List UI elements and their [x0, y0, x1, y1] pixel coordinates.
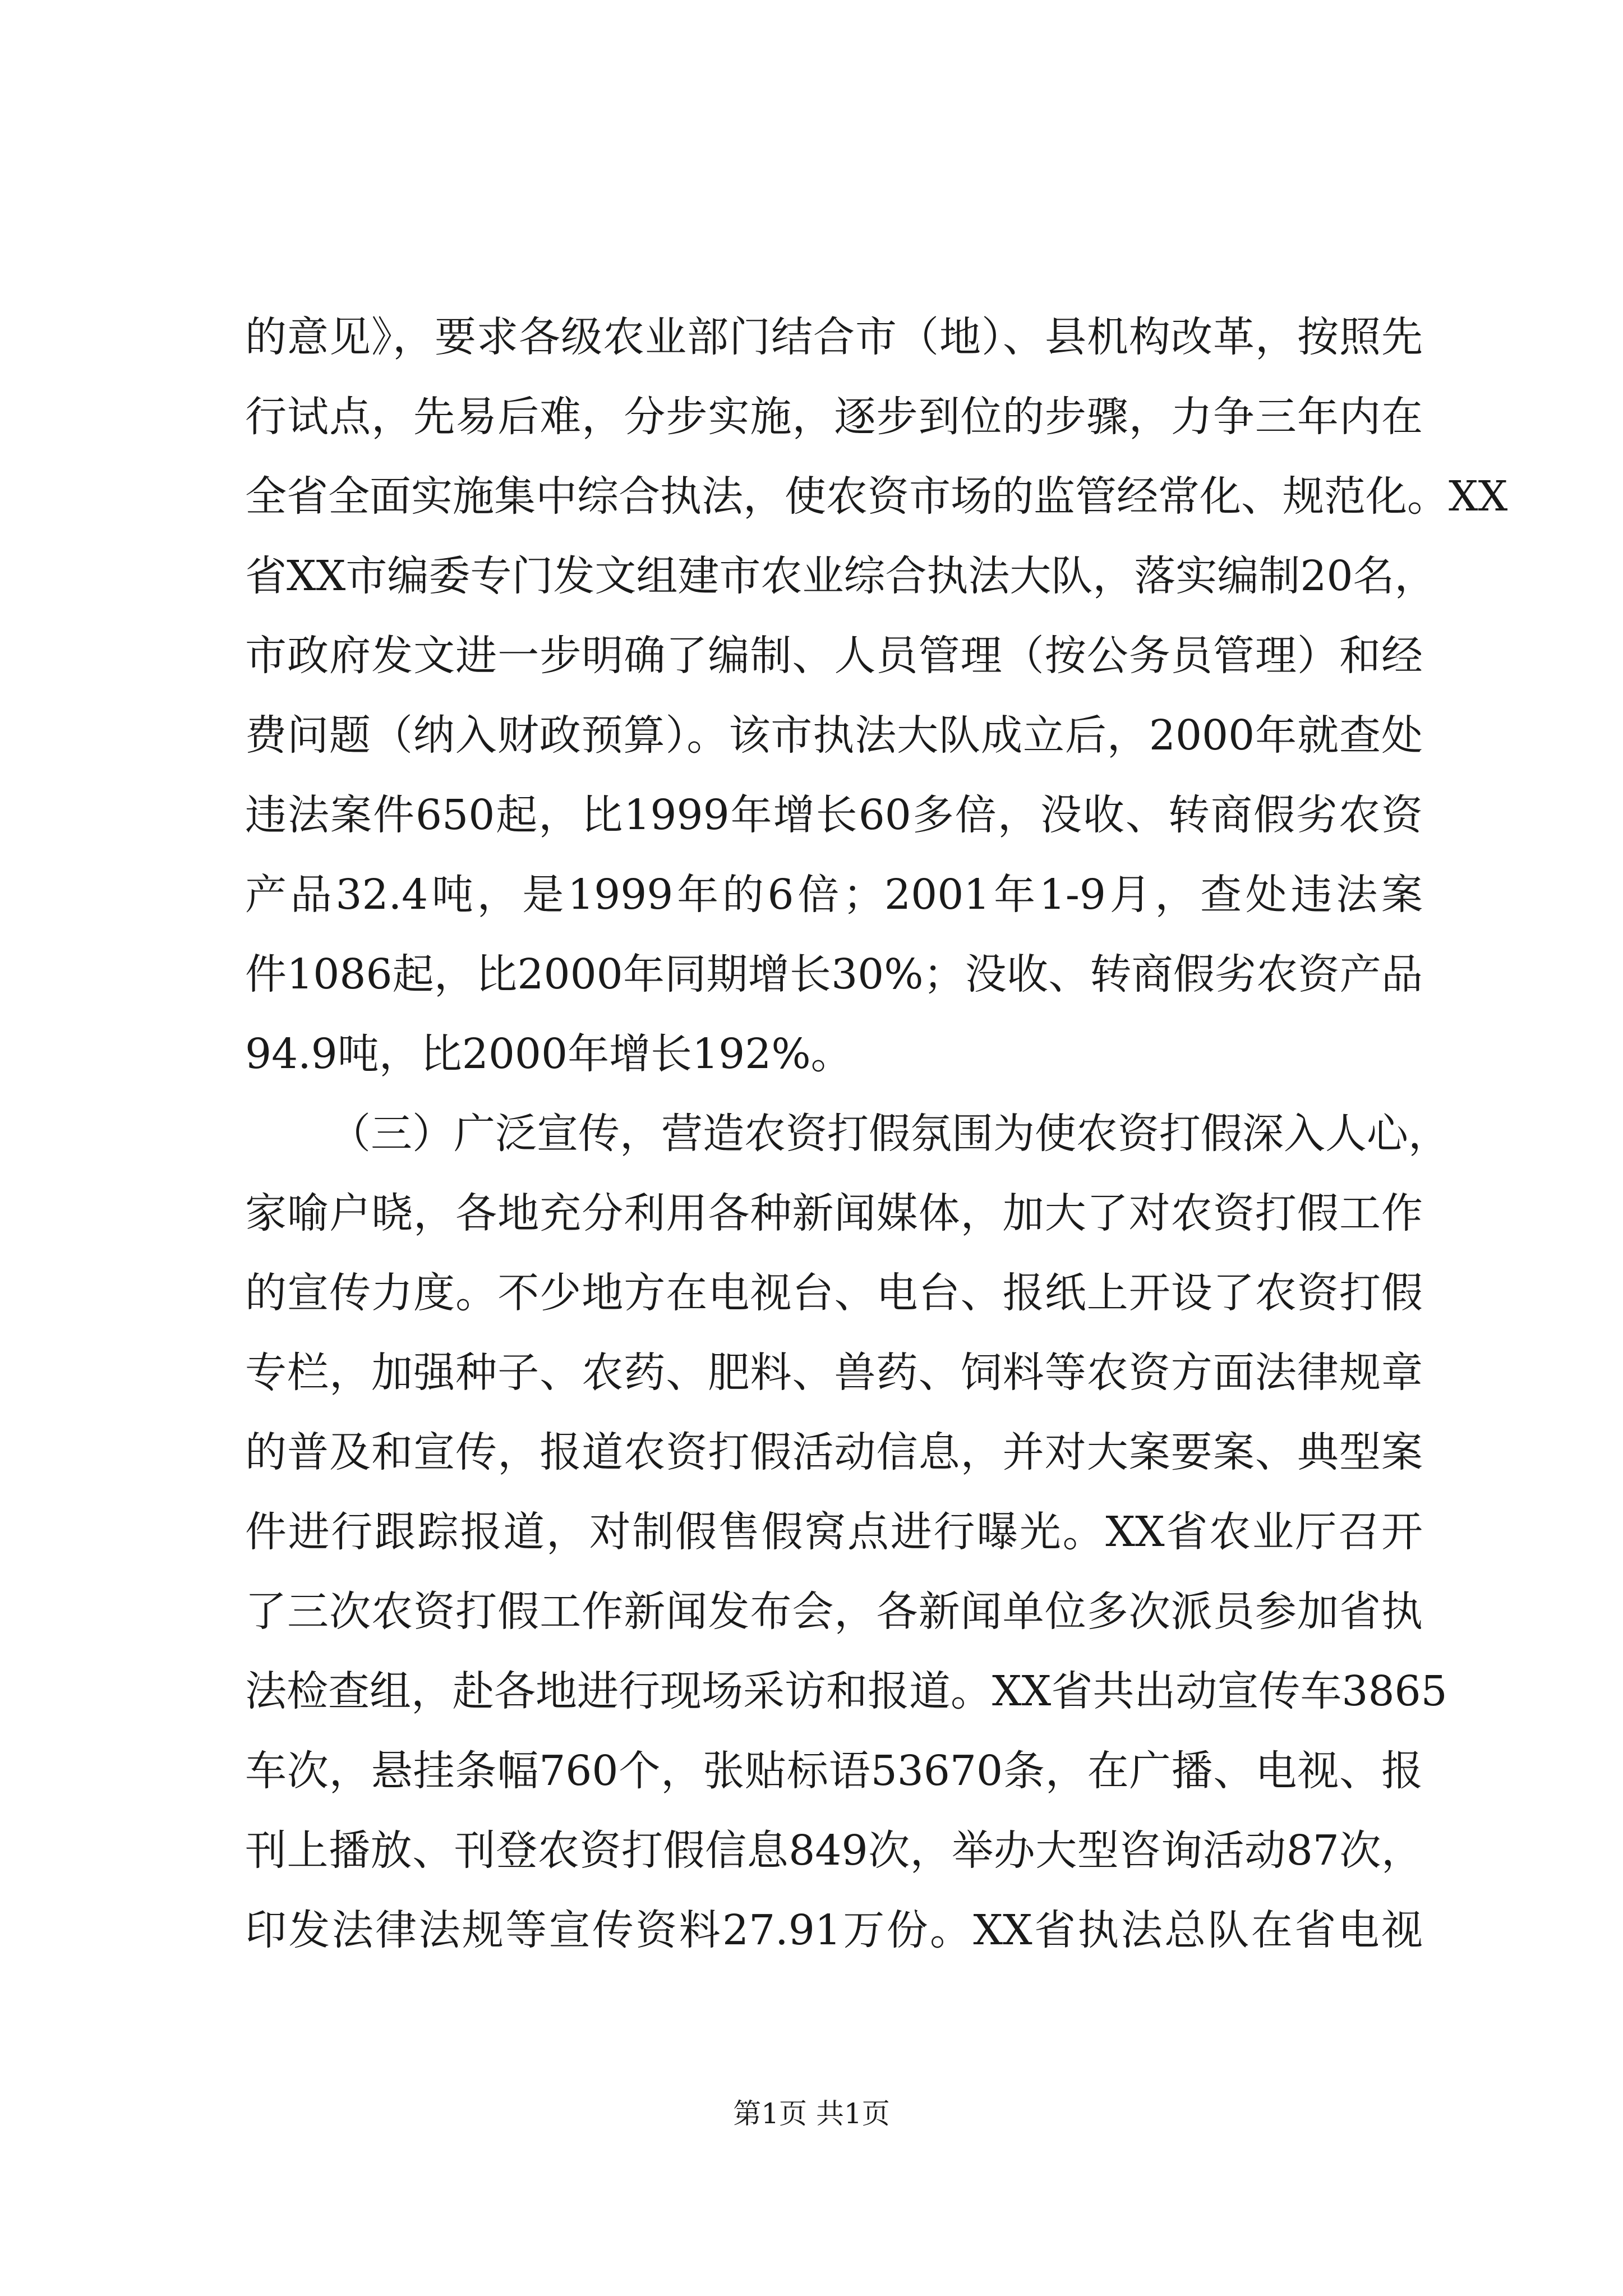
text-line: （三）广泛宣传，营造农资打假氛围为使农资打假深入人心，: [329, 1110, 1450, 1158]
paragraph-1: [245, 297, 1508, 1094]
text-line: 家喻户晓，各地充分利用各种新闻媒体，加大了对农资打假工作: [245, 1189, 1423, 1237]
text-line: 法检查组，赴各地进行现场采访和报道。XX省共出动宣传车3865: [245, 1667, 1447, 1715]
text-line: 行试点，先易后难，分步实施，逐步到位的步骤，力争三年内在: [245, 393, 1423, 441]
text-line: 件1086起，比2000年同期增长30%；没收、转商假劣农资产品: [245, 950, 1423, 999]
text-line: 全省全面实施集中综合执法，使农资市场的监管经常化、规范化。XX: [245, 472, 1508, 521]
text-line: 印发法律法规等宣传资料27.91万份。XX省执法总队在省电视: [245, 1906, 1423, 1954]
text-line: 94.9吨，比2000年增长192%。: [245, 1030, 852, 1078]
page-number: 第1页 共1页: [733, 2097, 890, 2130]
text-line: 产品32.4吨，是1999年的6倍；2001年1-9月，查处违法案: [245, 871, 1423, 919]
text-line: 费问题（纳入财政预算）。该市执法大队成立后，2000年就查处: [245, 711, 1423, 760]
text-line: 的意见》，要求各级农业部门结合市（地）、县机构改革，按照先: [245, 313, 1423, 361]
text-line: 车次，悬挂条幅760个，张贴标语53670条，在广播、电视、报: [245, 1747, 1423, 1795]
page-footer: [0, 2097, 1623, 2131]
text-line: 专栏，加强种子、农药、肥料、兽药、饲料等农资方面法律规章: [245, 1349, 1423, 1397]
text-line: 违法案件650起，比1999年增长60多倍，没收、转商假劣农资: [245, 791, 1423, 839]
body-text: [245, 297, 1508, 1970]
text-line: 件进行跟踪报道，对制假售假窝点进行曝光。XX省农业厅召开: [245, 1508, 1423, 1556]
text-line: 刊上播放、刊登农资打假信息849次，举办大型咨询活动87次，: [245, 1826, 1423, 1875]
text-line: 了三次农资打假工作新闻发布会，各新闻单位多次派员参加省执: [245, 1588, 1423, 1636]
paragraph-2: [245, 1094, 1450, 1970]
text-line: 市政府发文进一步明确了编制、人员管理（按公务员管理）和经: [245, 632, 1423, 680]
text-line: 的宣传力度。不少地方在电视台、电台、报纸上开设了农资打假: [245, 1269, 1423, 1317]
text-line: 省XX市编委专门发文组建市农业综合执法大队，落实编制20名，: [245, 552, 1436, 600]
text-line: 的普及和宣传，报道农资打假活动信息，并对大案要案、典型案: [245, 1428, 1423, 1476]
